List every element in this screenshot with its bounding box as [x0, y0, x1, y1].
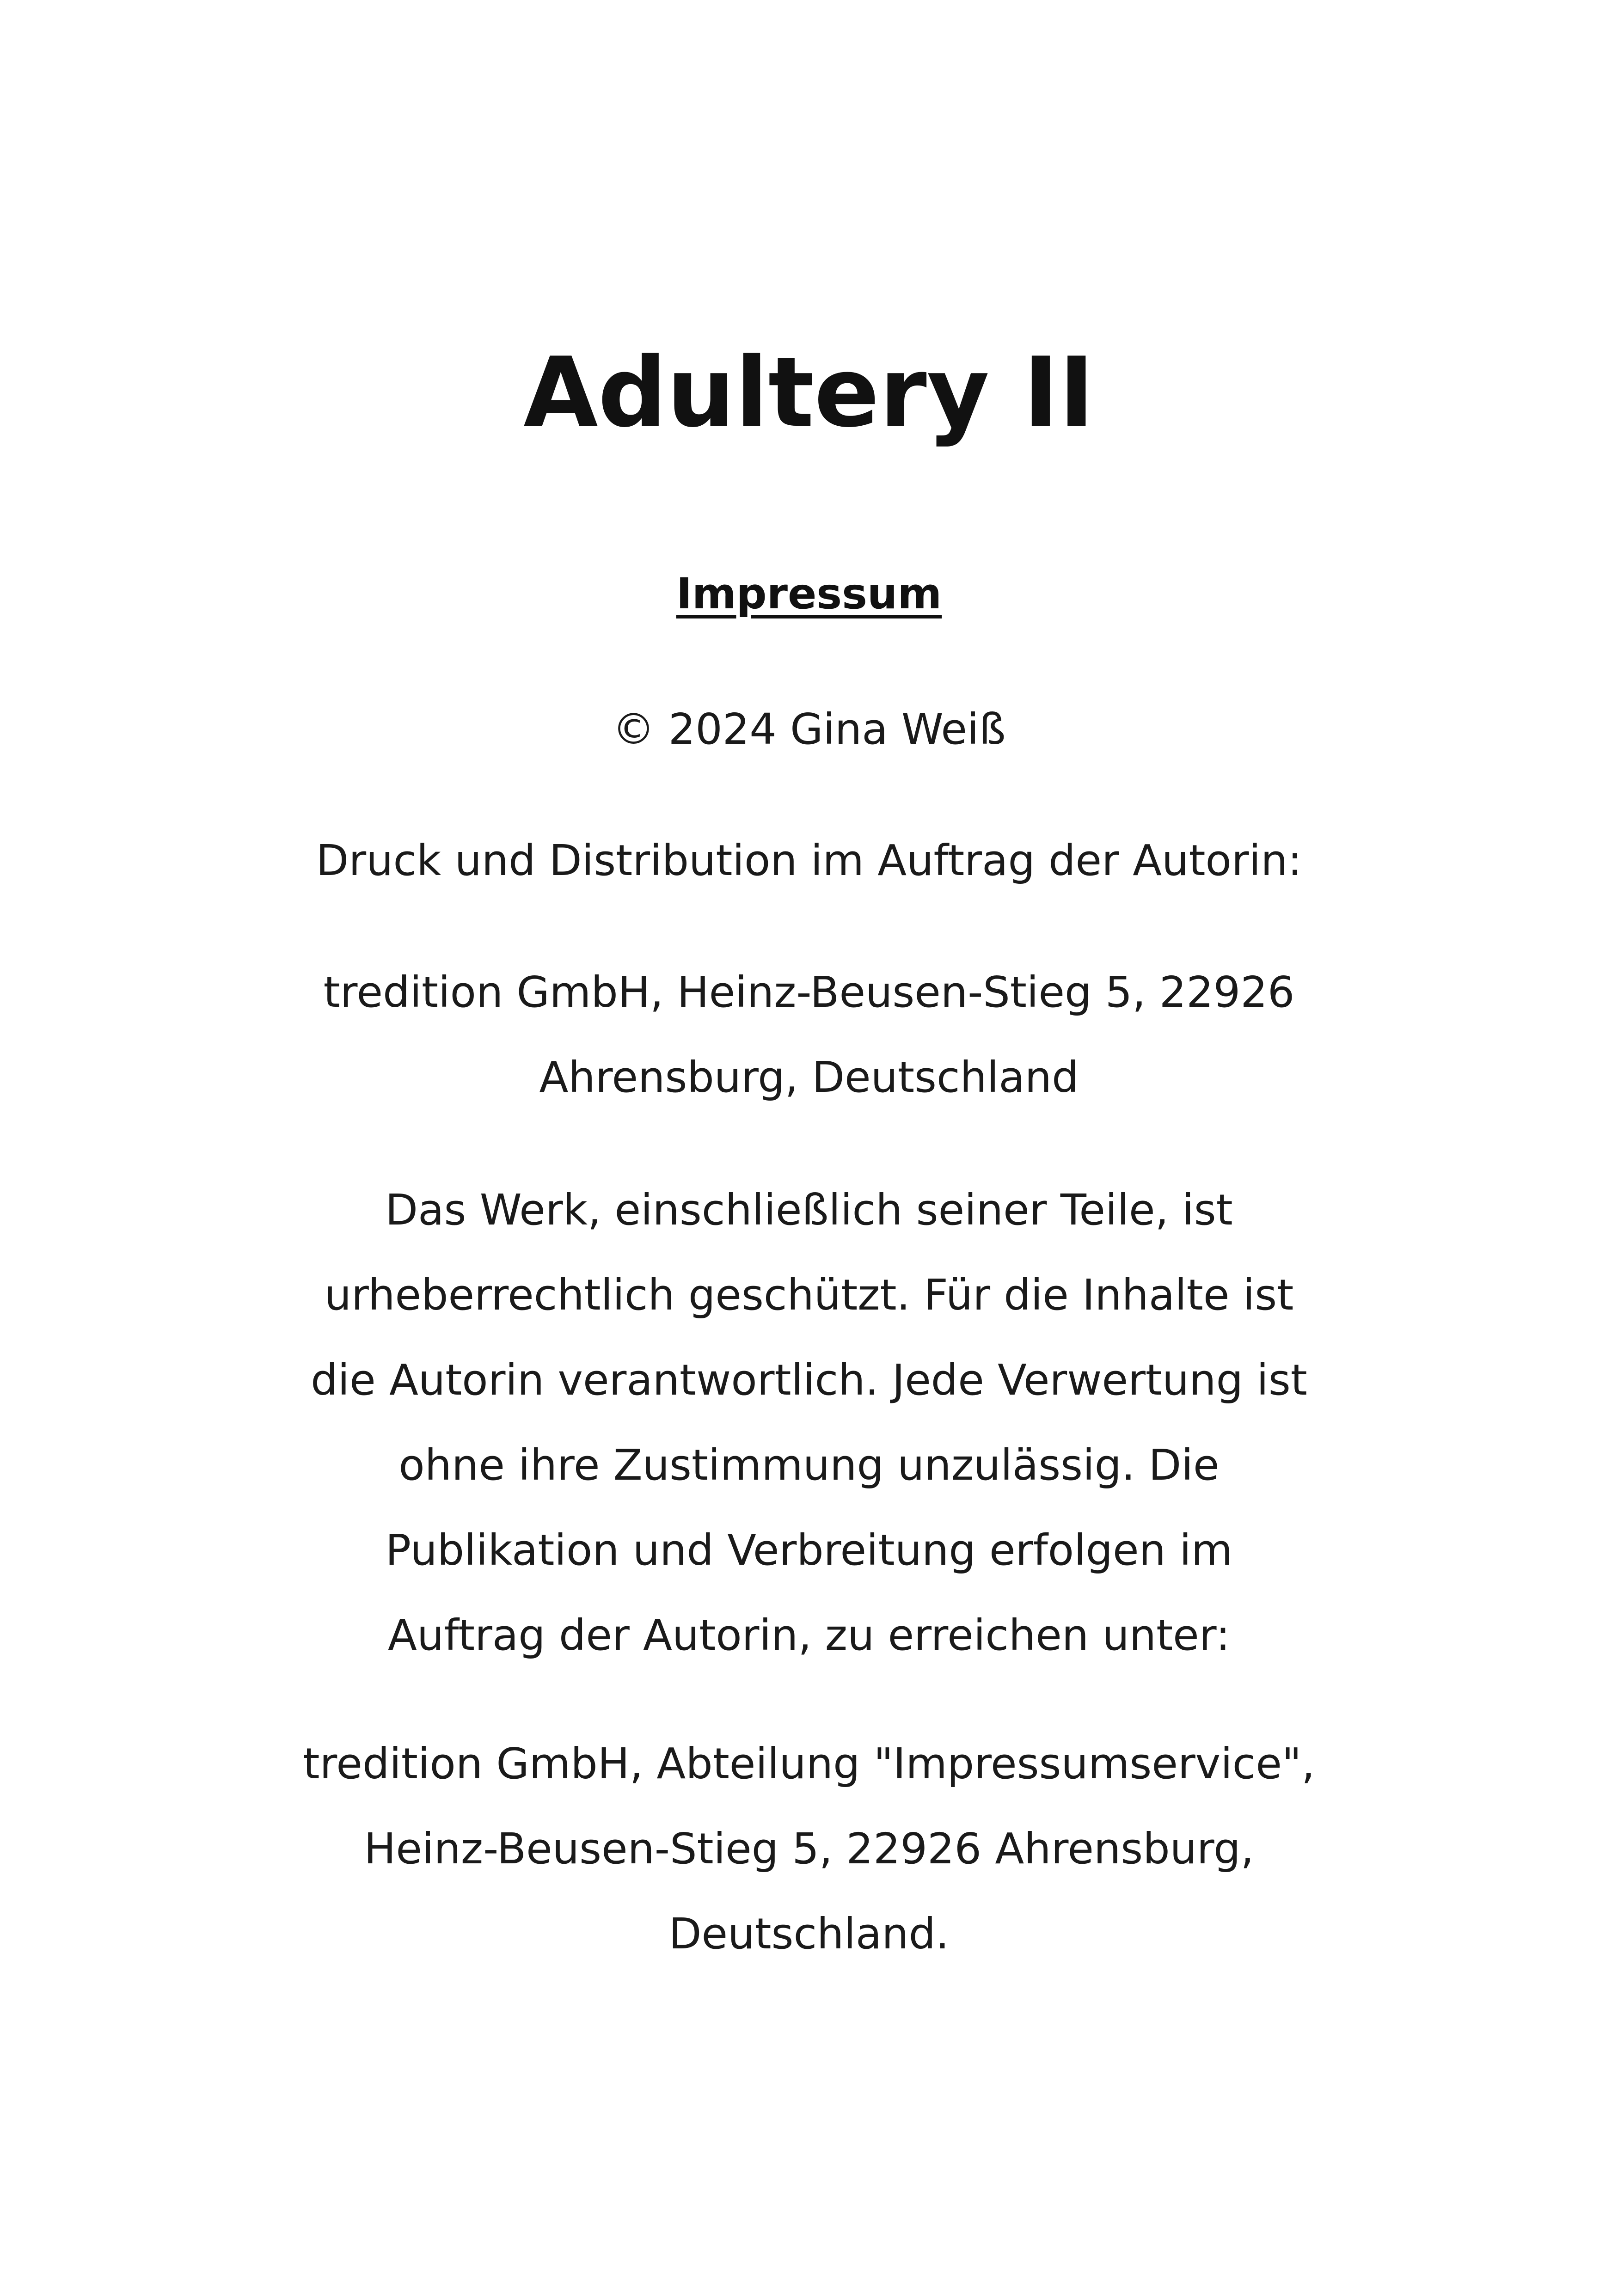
- print-distribution-line: [254, 818, 1364, 903]
- address-line: Ahrensburg, Deutschland: [539, 1053, 1079, 1102]
- legal-line: Publikation und Verbreitung erfolgen im: [385, 1525, 1233, 1575]
- contact-line: tredition GmbH, Abteilung "Impressumservice",: [303, 1739, 1315, 1788]
- legal-line: Auftrag der Autorin, zu erreichen unter:: [388, 1610, 1230, 1660]
- print-distribution-text: Druck und Distribution im Auftrag der Autorin:: [316, 836, 1302, 885]
- book-title: Adultery II: [523, 337, 1095, 449]
- legal-line: die Autorin verantwortlich. Jede Verwertung ist: [311, 1355, 1307, 1405]
- address-line: tredition GmbH, Heinz-Beusen-Stieg 5, 22926: [323, 967, 1295, 1017]
- legal-line: Das Werk, einschließlich seiner Teile, ist: [385, 1185, 1233, 1235]
- publisher-address: [254, 950, 1364, 1120]
- contact-address: [254, 1721, 1364, 1977]
- legal-line: ohne ihre Zustimmung unzulässig. Die: [398, 1440, 1220, 1490]
- copyright-text: © 2024 Gina Weiß: [612, 704, 1006, 754]
- copyright-line: [254, 687, 1364, 772]
- legal-notice: [254, 1168, 1364, 1678]
- contact-line: Deutschland.: [668, 1909, 950, 1959]
- impressum-heading: Impressum: [676, 569, 942, 618]
- contact-line: Heinz-Beusen-Stieg 5, 22926 Ahrensburg,: [364, 1824, 1254, 1874]
- legal-line: urheberrechtlich geschützt. Für die Inhalte ist: [324, 1270, 1294, 1320]
